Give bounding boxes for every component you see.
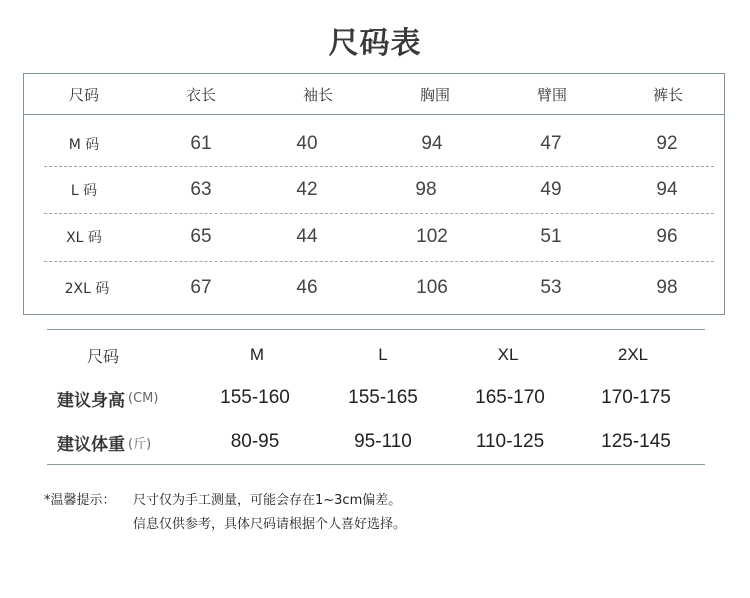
row-value: 63 <box>190 179 212 200</box>
weight-unit: (斤) <box>128 436 152 452</box>
row-size: L 码 <box>70 183 98 199</box>
table-row <box>24 264 724 312</box>
recommend-height: 165-170 <box>475 387 545 408</box>
recommend-size: L <box>378 345 388 364</box>
recommend-size-label: 尺码 <box>87 346 120 366</box>
header-arm: 臂围 <box>536 85 568 104</box>
header-size: 尺码 <box>68 85 100 104</box>
page-title: 尺码表 <box>328 26 422 61</box>
row-value: 65 <box>190 226 212 247</box>
row-value: 96 <box>656 226 678 247</box>
weight-label-text: 建议体重 <box>57 434 125 455</box>
row-size: 2XL 码 <box>64 281 110 297</box>
recommend-weight-row <box>47 422 705 462</box>
note-line-1: 尺寸仅为手工测量，可能会存在1~3cm偏差。 <box>133 493 402 508</box>
row-divider <box>44 166 714 167</box>
recommend-weight: 125-145 <box>601 431 671 452</box>
table-bottom-rule <box>47 464 705 465</box>
recommend-height-label <box>57 378 158 418</box>
row-value: 44 <box>296 226 318 247</box>
height-label-text: 建议身高 <box>57 390 125 411</box>
recommend-height-row <box>47 378 705 418</box>
note-line-2: 信息仅供参考，具体尺码请根据个人喜好选择。 <box>133 517 407 532</box>
recommend-weight: 80-95 <box>230 431 280 452</box>
table-row <box>24 122 724 166</box>
row-value: 67 <box>190 277 212 298</box>
measurement-table-header <box>24 74 724 115</box>
header-length: 衣长 <box>185 85 217 104</box>
row-value: 49 <box>540 179 562 200</box>
recommend-size: 2XL <box>617 345 649 364</box>
table-row <box>24 168 724 212</box>
row-value: 40 <box>296 133 318 154</box>
height-unit: (CM) <box>128 390 159 406</box>
row-value: 92 <box>656 133 678 154</box>
header-pants-length: 裤长 <box>652 85 684 104</box>
row-value: 51 <box>540 226 562 247</box>
table-row <box>24 214 724 260</box>
note-prefix: *温馨提示： <box>44 493 116 508</box>
row-value: 102 <box>416 226 448 247</box>
recommend-weight-label <box>57 422 151 462</box>
table-top-rule <box>47 329 705 330</box>
row-value: 106 <box>416 277 448 298</box>
recommend-height: 155-160 <box>220 387 290 408</box>
recommend-height: 170-175 <box>601 387 671 408</box>
row-value: 47 <box>540 133 562 154</box>
header-sleeve: 袖长 <box>302 85 334 104</box>
row-divider <box>44 261 714 262</box>
recommend-height: 155-165 <box>348 387 418 408</box>
row-size: M 码 <box>68 137 100 153</box>
row-value: 61 <box>190 133 212 154</box>
row-size: XL 码 <box>66 230 102 246</box>
recommend-size: XL <box>497 345 519 364</box>
row-value: 98 <box>656 277 678 298</box>
recommend-weight: 110-125 <box>475 431 545 452</box>
row-value: 94 <box>656 179 678 200</box>
recommendation-table <box>47 329 705 465</box>
row-value: 53 <box>540 277 562 298</box>
row-value: 46 <box>296 277 318 298</box>
recommend-size-row <box>47 335 705 375</box>
measurement-table <box>23 73 725 315</box>
recommend-size: M <box>249 345 265 364</box>
row-value: 98 <box>415 179 437 200</box>
header-chest: 胸围 <box>419 85 451 104</box>
row-value: 94 <box>421 133 443 154</box>
row-value: 42 <box>296 179 318 200</box>
recommend-weight: 95-110 <box>354 431 412 452</box>
